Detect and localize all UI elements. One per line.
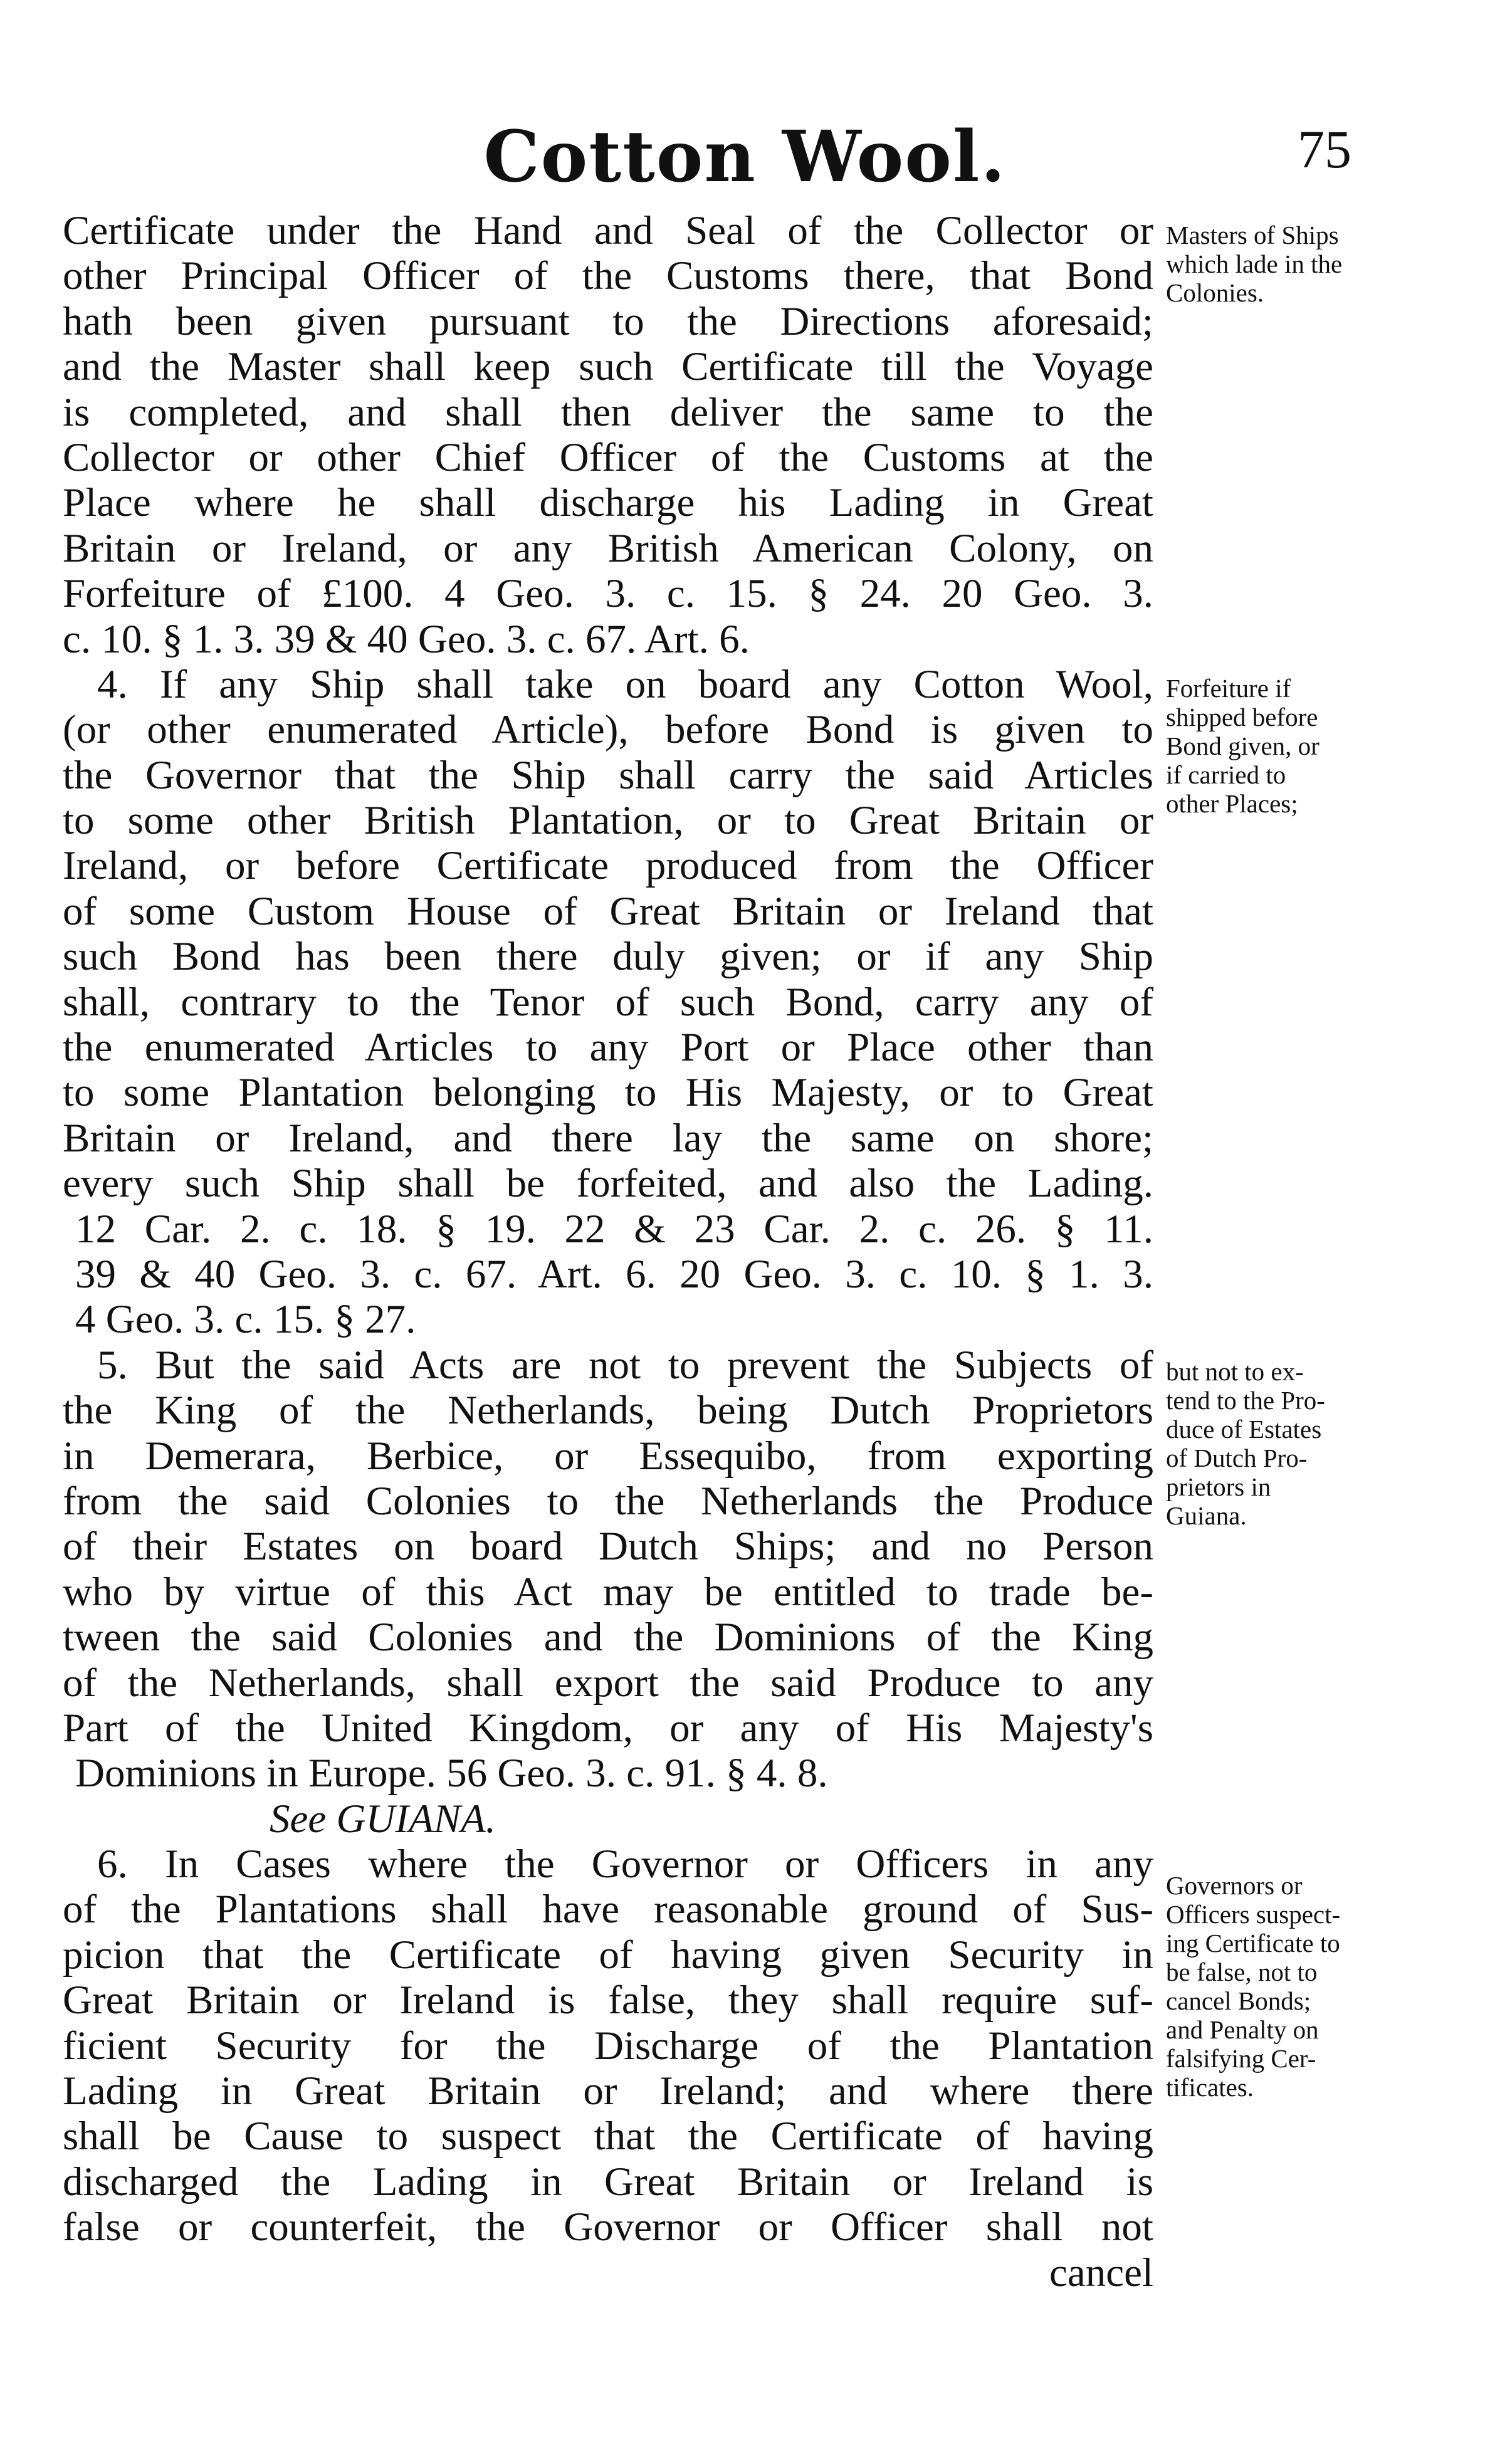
text-line: Collector or other Chief Officer of the Customs at the	[63, 434, 1153, 480]
margin-note-line: Governors or	[1166, 1871, 1303, 1900]
text-line: tween the said Colonies and the Dominions of the King	[63, 1615, 1153, 1660]
text-line: who by virtue of this Act may be entitled to trade be-	[63, 1569, 1153, 1615]
margin-note-line: and Penalty on	[1166, 2015, 1319, 2044]
text-line: Britain or Ireland, and there lay the same on shore;	[63, 1115, 1153, 1161]
text-line: Forfeiture of £100. 4 Geo. 3. c. 15. § 24. 20 Geo. 3.	[63, 571, 1153, 617]
text-line: is completed, and shall then deliver the same to the	[63, 389, 1153, 435]
margin-note-line: but not to ex-	[1166, 1357, 1304, 1386]
margin-note-line: cancel Bonds;	[1166, 1986, 1311, 2015]
text-line: and the Master shall keep such Certificate till the Voyage	[63, 344, 1153, 390]
text-line: Lading in Great Britain or Ireland; and where there	[63, 2068, 1153, 2114]
text-line: 5. But the said Acts are not to prevent the Subjects of	[97, 1342, 1153, 1388]
margin-note-line: Guiana.	[1166, 1501, 1247, 1530]
text-line: the King of the Netherlands, being Dutch Proprietors	[63, 1388, 1153, 1434]
text-line: Ireland, or before Certificate produced from the Officer	[63, 843, 1153, 889]
text-line: of their Estates on board Dutch Ships; and no Person	[63, 1524, 1153, 1570]
margin-note-line: duce of Estates	[1166, 1415, 1322, 1444]
text-line: such Bond has been there duly given; or if any Ship	[63, 934, 1153, 980]
catchword: cancel	[1049, 2250, 1153, 2295]
text-line: Britain or Ireland, or any British American Colony, on	[63, 525, 1153, 571]
text-line: shall be Cause to suspect that the Certificate of having	[63, 2114, 1153, 2159]
margin-note-line: ing Certificate to	[1166, 1929, 1340, 1958]
text-line: Place where he shall discharge his Lading in Great	[63, 480, 1153, 526]
text-line: Dominions in Europe. 56 Geo. 3. c. 91. § 4. 8.	[75, 1751, 828, 1796]
margin-note-line: shipped before	[1166, 703, 1318, 731]
body-text	[63, 208, 1153, 2295]
text-line: Great Britain or Ireland is false, they shall require suf-	[63, 1978, 1153, 2023]
text-line: ficient Security for the Discharge of the Plantation	[63, 2023, 1153, 2068]
margin-note-governors	[1166, 1871, 1461, 2102]
text-line: picion that the Certificate of having given Security in	[63, 1932, 1153, 1978]
text-line: 39 & 40 Geo. 3. c. 67. Art. 6. 20 Geo. 3. c. 10. § 1. 3.	[75, 1251, 1153, 1297]
cross-reference: See GUIANA.	[270, 1796, 496, 1842]
text-line: shall, contrary to the Tenor of such Bond, carry any of	[63, 979, 1153, 1025]
text-line: to some Plantation belonging to His Majesty, or to Great	[63, 1070, 1153, 1116]
text-line: the enumerated Articles to any Port or Place other than	[63, 1025, 1153, 1071]
text-line: from the said Colonies to the Netherlands the Produce	[63, 1478, 1153, 1524]
margin-note-line: prietors in	[1166, 1472, 1271, 1501]
text-line: Part of the United Kingdom, or any of His Majesty's	[63, 1705, 1153, 1751]
margin-note-line: Masters of Ships	[1166, 221, 1339, 249]
text-line: false or counterfeit, the Governor or Officer shall not	[63, 2204, 1153, 2250]
margin-note-line: Colonies.	[1166, 278, 1264, 307]
margin-note-line: be false, not to	[1166, 1958, 1318, 1986]
text-line: of the Netherlands, shall export the said Produce to any	[63, 1660, 1153, 1706]
margin-note-line: which lade in the	[1166, 249, 1343, 278]
margin-note-line: Bond given, or	[1166, 731, 1319, 760]
margin-note-line: tificates.	[1166, 2073, 1254, 2102]
text-line: to some other British Plantation, or to Great Britain or	[63, 798, 1153, 844]
text-line: hath been given pursuant to the Directions aforesaid;	[63, 298, 1153, 344]
margin-note-line: tend to the Pro-	[1166, 1386, 1325, 1415]
text-line: of the Plantations shall have reasonable ground of Sus-	[63, 1887, 1153, 1932]
text-line: c. 10. § 1. 3. 39 & 40 Geo. 3. c. 67. Art. 6.	[63, 616, 750, 662]
text-line: other Principal Officer of the Customs there, that Bond	[63, 253, 1153, 299]
text-line: 12 Car. 2. c. 18. § 19. 22 & 23 Car. 2. c. 26. § 11.	[75, 1206, 1153, 1252]
margin-note-line: other Places;	[1166, 789, 1298, 818]
text-line: in Demerara, Berbice, or Essequibo, from exporting	[63, 1433, 1153, 1479]
text-line: 4. If any Ship shall take on board any Cotton Wool,	[97, 661, 1153, 707]
margin-note-line: if carried to	[1166, 760, 1286, 789]
text-line: 4 Geo. 3. c. 15. § 27.	[75, 1297, 416, 1343]
text-line: (or other enumerated Article), before Bond is given to	[63, 707, 1153, 753]
margin-note-forfeiture	[1166, 674, 1461, 818]
margin-note-dutch	[1166, 1357, 1461, 1530]
text-line: Certificate under the Hand and Seal of the Collector or	[63, 208, 1153, 253]
margin-note-line: Officers suspect-	[1166, 1900, 1341, 1929]
margin-note-line: falsifying Cer-	[1166, 2044, 1316, 2073]
text-line: of some Custom House of Great Britain or Ireland that	[63, 888, 1153, 934]
text-line: discharged the Lading in Great Britain or Ireland is	[63, 2159, 1153, 2204]
text-line: 6. In Cases where the Governor or Officers in any	[97, 1842, 1153, 1887]
text-line: every such Ship shall be forfeited, and also the Lading.	[63, 1161, 1153, 1207]
page-number: 75	[1298, 119, 1351, 179]
margin-note-line: Forfeiture if	[1166, 674, 1291, 703]
text-line: the Governor that the Ship shall carry the said Articles	[63, 752, 1153, 798]
margin-note-line: of Dutch Pro-	[1166, 1444, 1308, 1472]
page-header-title: Cotton Wool.	[483, 116, 1007, 198]
margin-note-masters	[1166, 221, 1461, 307]
